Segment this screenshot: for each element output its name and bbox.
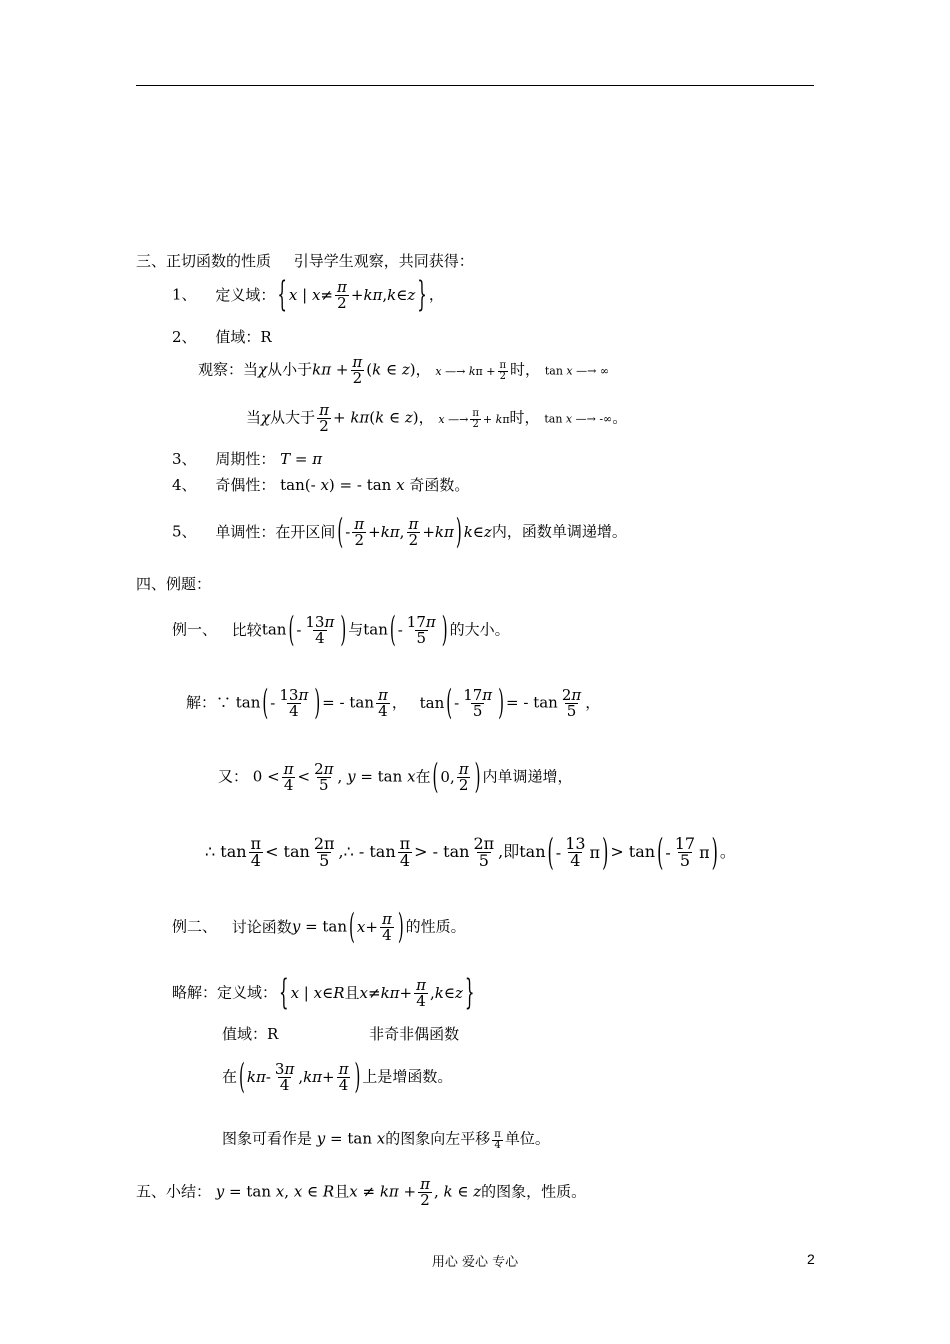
header-rule	[136, 85, 814, 86]
solution-line-2: 又： 0 < $\frac{\pi}{4}$ < $\frac{2\pi}{5}$ , y = tan x在 ( 0, $\frac{\pi}{2}$ ) 内单调递增，	[218, 755, 573, 798]
section-3-heading	[136, 254, 474, 269]
solution-line-3: ∴ tan $\frac{\pi}{4}$ < tan $\frac{2\pi}{5}$ ,∴ - tan $\frac{\pi}{4}$ > - tan $\frac{2\pi}{5}$ ,即tan ( - $\frac{13}{4}$ π ) > tan ( - $\frac{17}{5}$ π ) 。	[205, 829, 736, 874]
summary: 五、小结： y = tan x, x ∈ R且x ≠ kπ + $\frac{\pi}{2}$ , k ∈ z的图象，性质。	[136, 1175, 587, 1209]
brief-graph: 图象可看作是 y = tan x的图象向左平移 $\frac{\pi}{4}$ 单位。	[222, 1129, 550, 1151]
property-period: 3、 周期性： T = π	[172, 450, 323, 468]
page-footer: 用心 爱心 专心	[431, 1255, 519, 1270]
section-note: 引导学生观察，共同获得：	[293, 252, 474, 270]
observation-1: 观察：当χ从小于kπ + $\frac{\pi}{2}$ (k ∈ z)， x —→ kπ + $\frac{\pi}{2}$ 时， tan x —→ ∞	[198, 353, 609, 387]
property-parity: 4、 奇偶性： tan(- x) = - tan x 奇函数。	[172, 476, 470, 494]
page-number: 2	[807, 1251, 815, 1267]
property-monotonic: 5、 单调性：在开区间 ( - $\frac{\pi}{2}$ + kπ , $\frac{\pi}{2}$ + kπ ) k ∈ z 内，函数单调递增。	[172, 510, 627, 553]
interval-formula: ( - $\frac{\pi}{2}$ + kπ , $\frac{\pi}{2}$ + kπ ) k ∈ z	[337, 510, 492, 553]
brief-increasing: 在 ( kπ - $\frac{3\pi}{4}$ , kπ + $\frac{\pi}{4}$ ) 上是增函数。	[222, 1055, 453, 1098]
section-4-heading: 四、例题：	[136, 575, 212, 593]
property-domain: 1、 定义域： { x | x ≠ $\frac{\pi}{2}$ + kπ , k ∈ z } ，	[172, 273, 444, 316]
section-title: 三、正切函数的性质	[136, 252, 272, 270]
brief-range: 值域：R 非奇非偶函数	[222, 1025, 460, 1043]
property-range: 2、 值域：R	[172, 328, 272, 346]
example-1: 例一、 比较tan ( - $\frac{13\pi}{4}$ ) 与tan ( - $\frac{17\pi}{5}$ ) 的大小。	[172, 608, 510, 651]
domain-formula: { x | x ≠ $\frac{\pi}{2}$ + kπ , k ∈ z }	[277, 273, 427, 316]
example-2: 例二、 讨论函数y = tan ( x + $\frac{\pi}{4}$ ) 的性质。	[172, 905, 466, 948]
brief-domain: 略解：定义域： { x | x ∈ R 且 x ≠ kπ + $\frac{\pi}{4}$ , k ∈ z }	[172, 971, 475, 1014]
observation-2: 当χ从大于 $\frac{\pi}{2}$ + kπ(k ∈ z)， x —→ $\frac{\pi}{2}$ + kπ时， tan x —→ -∞。	[246, 401, 628, 435]
solution-line-1: 解：∵ tan ( - $\frac{13\pi}{4}$ ) = - tan $\frac{\pi}{4}$ ， tan ( - $\frac{17\pi}{5}$ ) = - tan $\frac{2\pi}{5}$ ，	[186, 681, 601, 724]
